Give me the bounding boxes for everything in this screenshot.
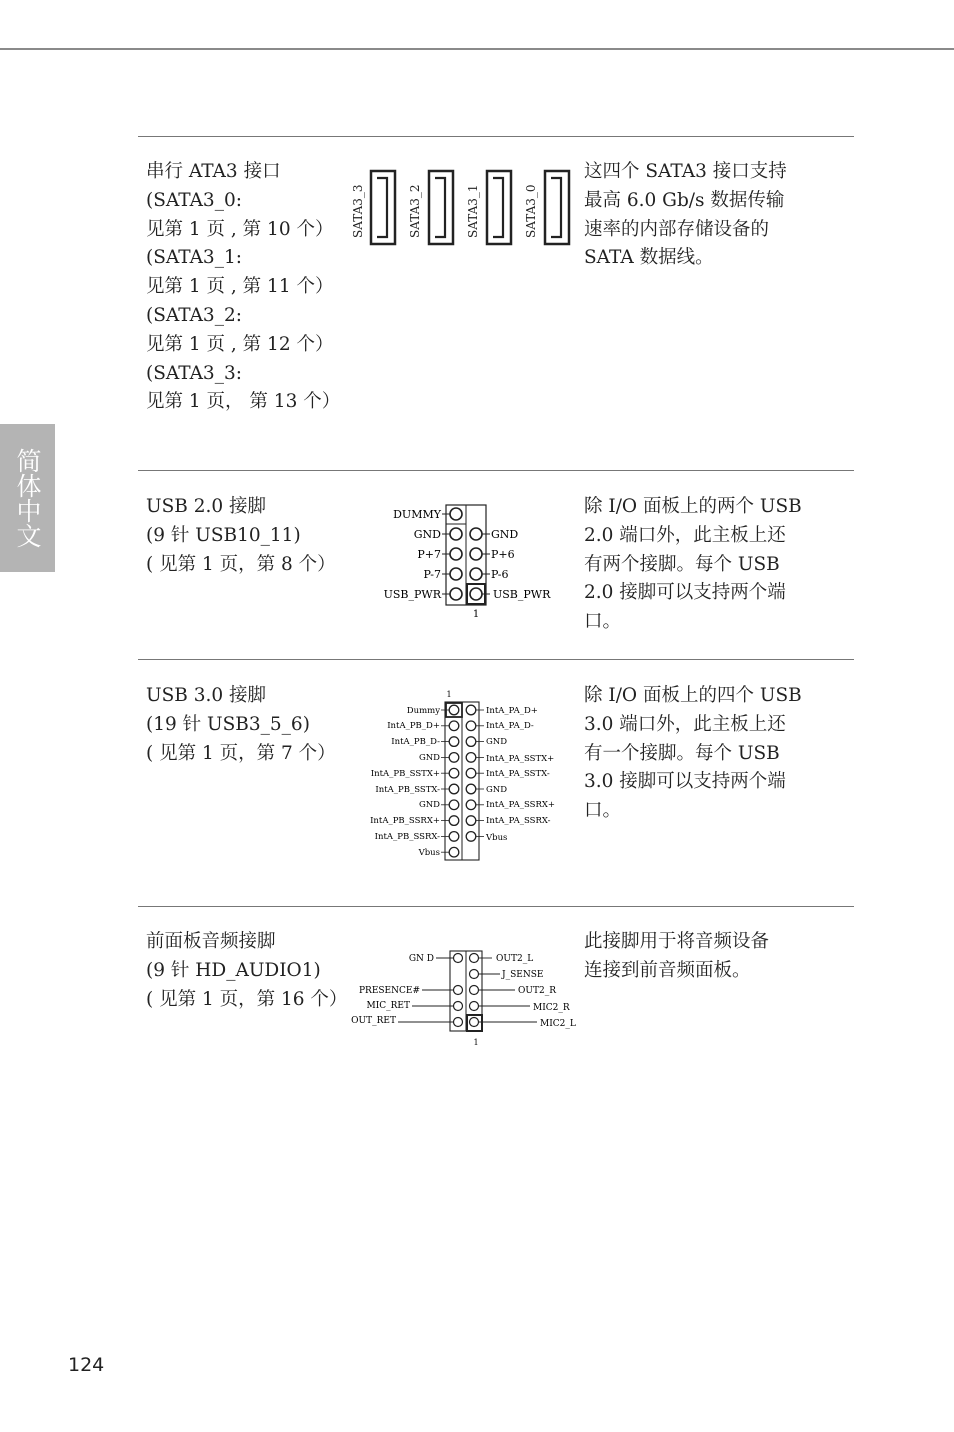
pin-label: OUT2_L [496,954,534,964]
text-line: 前面板音频接脚 [146,931,276,952]
text-line: 这四个 SATA3 接口支持 [584,161,787,182]
pin1-label: 1 [473,1038,479,1047]
pin [466,753,476,763]
pin [466,768,476,778]
pin [470,986,479,995]
pin [470,588,482,600]
pin-label: Vbus [418,848,440,858]
language-tab-label: 简体中文 [13,448,42,548]
text-line: (SATA3_1: [146,247,242,269]
pin-label: IntA_PA_SSTX- [486,769,550,779]
language-tab [0,424,55,572]
text-line: 有一个接脚。每个 USB [584,742,780,764]
sata-port-outline [545,171,569,244]
pin [466,721,476,731]
pin [466,737,476,747]
usb2-header-diagram [370,500,570,625]
text-line: (SATA3_3: [146,362,242,384]
pin-label: GND [418,753,440,763]
sata-port-key [493,178,503,237]
pin [449,800,459,810]
section-divider [138,470,854,471]
pin [454,986,463,995]
pin-label: IntA_PB_SSRX- [374,832,440,842]
sata-port-outline [487,171,511,244]
text-line: SATA 数据线。 [584,247,714,269]
text-line: 连接到前音频面板。 [584,959,751,981]
text-line: 此接脚用于将音频设备 [584,931,770,952]
sata-port-label: SATA3_0 [524,184,538,238]
pin [454,1002,463,1011]
text-line: (SATA3_2: [146,304,242,326]
pin-label: GND [413,528,441,541]
sata-port-shapes [0,0,954,260]
pin-label: IntA_PB_D- [391,737,440,747]
pin-label: DUMMY [393,508,441,521]
pin-label: IntA_PA_SSRX- [486,816,551,826]
text-line: 3.0 端口外，此主板上还 [584,713,786,735]
pin [449,753,459,763]
pin-label: P+7 [417,548,441,561]
pin [470,528,482,540]
pin-label: IntA_PA_SSTX+ [486,754,555,764]
text-line: 速率的内部存储设备的 [584,218,770,240]
pin-label: GN D [408,954,434,964]
pin-label: PRESENCE# [358,986,420,996]
text-line: USB 2.0 接脚 [146,496,267,517]
pin [449,705,459,715]
sata-port-outline [371,171,395,244]
pin [470,1018,479,1027]
pin [454,954,463,963]
pin-label: IntA_PB_SSTX+ [370,769,440,779]
pin-label: MIC2_L [540,1019,576,1029]
pin-label: IntA_PA_SSRX+ [486,800,556,810]
text-line: 2.0 接脚可以支持两个端 [584,582,786,604]
pin [450,568,462,580]
text-line: USB 3.0 接脚 [146,685,267,706]
sata-port-outline [429,171,453,244]
section-divider [138,906,854,907]
pin-label: MIC2_R [533,1003,570,1013]
pin-label: MIC_RET [366,1001,410,1011]
pin [466,832,476,842]
pin-label: IntA_PB_SSRX+ [370,816,440,826]
pin-label: IntA_PB_D+ [387,721,440,731]
text-line: 有两个接脚。每个 USB [584,553,780,575]
text-line: 见第 1 页 , 第 10 个） [146,218,334,240]
text-line: ( 见第 1 页，第 16 个） [146,988,348,1010]
pin1-label: 1 [472,609,480,620]
pin [470,954,479,963]
usb2-description-right [584,493,802,637]
text-line: ( 见第 1 页，第 7 个） [146,742,336,764]
pin [449,784,459,794]
text-line: ( 见第 1 页，第 8 个） [146,553,336,575]
text-line: 除 I/O 面板上的四个 USB [584,685,802,706]
pin [449,768,459,778]
pin [466,816,476,826]
text-line: 见第 1 页 , 第 12 个） [146,333,334,355]
pin [450,528,462,540]
audio-description-right [584,928,799,986]
text-line: 3.0 接脚可以支持两个端 [584,771,786,793]
text-line: (19 针 USB3_5_6) [146,713,310,735]
sata-port-key [377,178,387,237]
text-line: 见第 1 页 , 第 11 个） [146,276,334,298]
pin [450,588,462,600]
pin-label: P-7 [423,568,441,581]
text-line: 除 I/O 面板上的两个 USB [584,496,802,517]
text-line: 串行 ATA3 接口 [146,161,281,182]
pin [470,1002,479,1011]
sata-port-key [551,178,561,237]
text-line: 口。 [584,611,622,633]
pin [450,508,462,520]
pin-label: J_SENSE [502,970,544,980]
pin [470,970,479,979]
pin-label: P+6 [491,548,515,561]
page-number: 124 [68,1354,105,1376]
pin [449,847,459,857]
pin-label: OUT2_R [518,986,556,996]
pin [449,816,459,826]
audio-header-diagram [350,945,580,1050]
sata-port-key [435,178,445,237]
pin [470,568,482,580]
text-line: (9 针 HD_AUDIO1) [146,959,321,981]
pin [450,548,462,560]
pin-label: GND [418,800,440,810]
pin-label: USB_PWR [383,588,441,601]
pin-label: GND [486,737,508,747]
pin [449,721,459,731]
pin [466,784,476,794]
pin-label: IntA_PA_D- [486,721,534,731]
sata-port-label: SATA3_2 [408,184,422,238]
pin-label: IntA_PB_SSTX- [375,785,440,795]
pin-label: USB_PWR [493,588,551,601]
pin [466,800,476,810]
pin-label: Dummy [406,706,440,716]
pin [466,705,476,715]
pin-label: P-6 [491,568,509,581]
pin1-label: 1 [446,690,452,699]
usb2-description-left [146,493,346,579]
pin [454,1018,463,1027]
usb3-header-diagram [360,686,570,866]
text-line: (9 针 USB10_11) [146,524,301,546]
text-line: 2.0 端口外，此主板上还 [584,524,786,546]
sata-port-label: SATA3_3 [351,184,365,238]
pin-label: GND [486,785,508,795]
section-divider [138,659,854,660]
text-line: 最高 6.0 Gb/s 数据传输 [584,189,785,211]
pin [449,737,459,747]
text-line: 口。 [584,800,622,822]
pin-label: IntA_PA_D+ [486,706,538,716]
pin [470,548,482,560]
text-line: 见第 1 页， 第 13 个） [146,391,341,413]
pin-label: Vbus [486,833,508,843]
text-line: (SATA3_0: [146,189,242,211]
pin-label: GND [491,528,519,541]
sata-port-label: SATA3_1 [466,184,480,238]
pin [449,832,459,842]
audio-description-left [146,928,346,1014]
usb3-description-right [584,682,802,826]
pin-label: OUT_RET [351,1016,396,1026]
usb3-description-left [146,682,346,768]
